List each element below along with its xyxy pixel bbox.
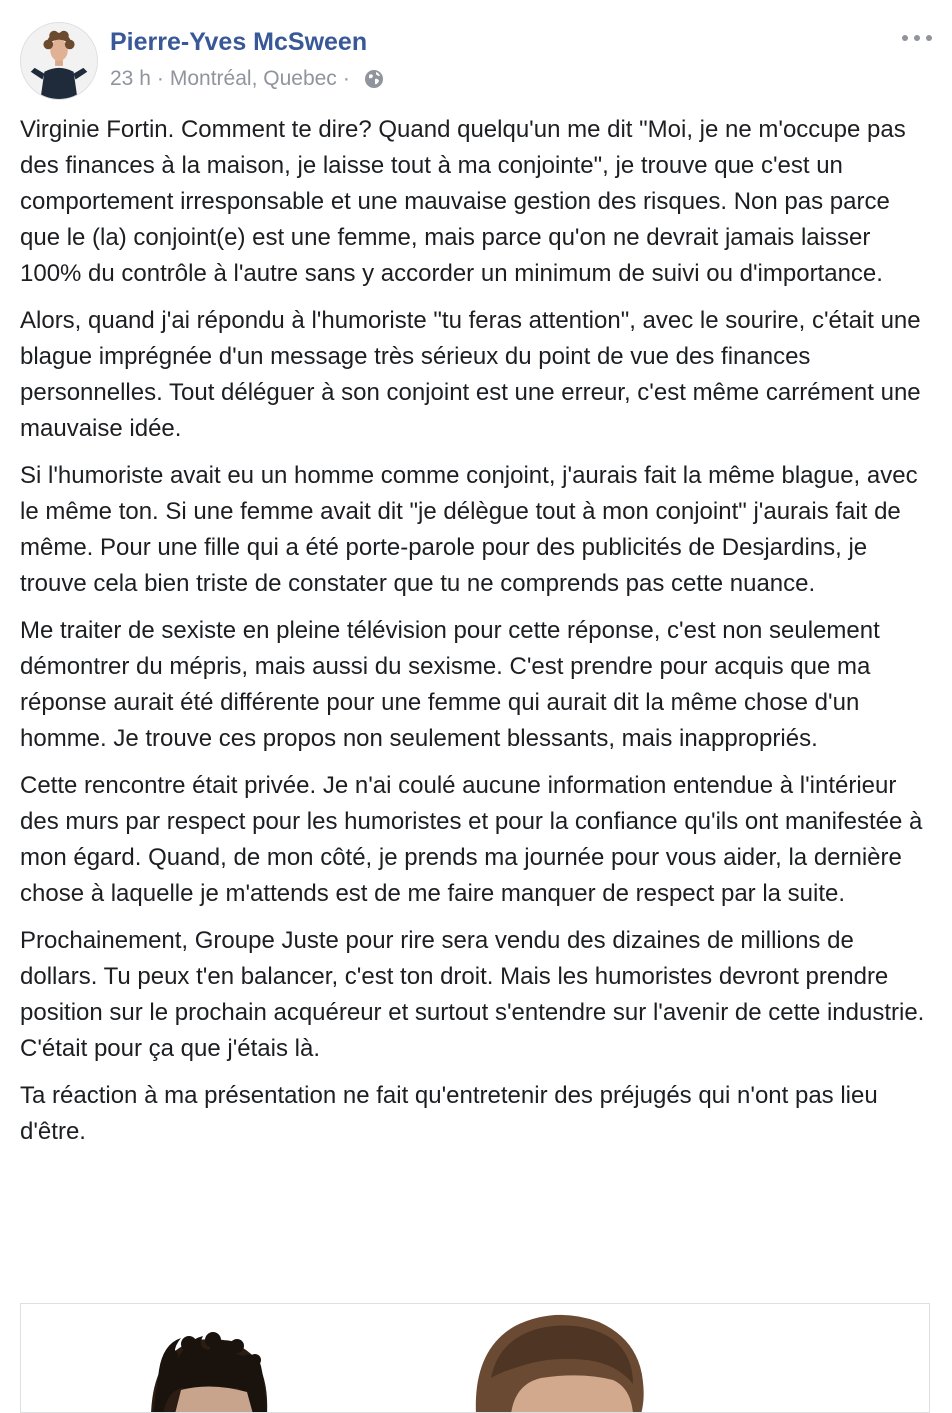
more-options-icon[interactable] [902,26,932,50]
meta-separator: · [156,67,164,90]
post-paragraph: Alors, quand j'ai répondu à l'humoriste "tu feras attention", avec le sourire, c'était une blague imprégnée d'un message très sérieux du point de vue des finances personnelles. Tout déléguer à son conjoint est une erreur, c'est même carrément une mauvaise idée. [20,307,921,442]
author-avatar[interactable] [20,22,98,100]
author-name[interactable]: Pierre-Yves McSween [110,28,368,56]
post-paragraph: Ta réaction à ma présentation ne fait qu'entretenir des préjugés qui n'ont pas lieu d'être. [20,1082,878,1145]
post-body [20,112,932,1161]
post-paragraph: Virginie Fortin. Comment te dire? Quand quelqu'un me dit "Moi, je ne m'occupe pas des finances à la maison, je laisse tout à ma conjointe", je trouve que c'est un comportement irresponsable et une mauvaise gestion des risques. Non pas parce que le (la) conjoint(e) est une femme, mais parce qu'on ne devrait jamais laisser 100% du contrôle à l'autre sans y accorder un minimum de suivi ou d'importance. [20,116,906,287]
meta-separator-2: · [342,67,350,90]
post-time[interactable]: 23 h [110,67,151,90]
avatar-image [21,23,97,99]
post-location[interactable]: Montréal, Quebec [169,67,337,90]
post-header [20,22,932,102]
photo-image [21,1304,930,1413]
post-meta [110,67,384,91]
post-paragraph: Me traiter de sexiste en pleine télévision pour cette réponse, c'est non seulement démontrer du mépris, mais aussi du sexisme. C'est prendre pour acquis que ma réponse aurait été différente pour une femme qui aurait dit la même chose d'un homme. Je trouve ces propos non seulement blessants, mais inappropriés. [20,617,880,752]
attached-photo[interactable] [20,1303,930,1413]
post-paragraph: Si l'humoriste avait eu un homme comme conjoint, j'aurais fait la même blague, avec le même ton. Si une femme avait dit "je délègue tout à mon conjoint" j'aurais fait de même. Pour une fille qui a été porte-parole pour des publicités de Desjardins, je trouve cela bien triste de constater que tu ne comprends pas cette nuance. [20,462,918,597]
globe-icon[interactable] [364,69,384,89]
post-paragraph: Prochainement, Groupe Juste pour rire sera vendu des dizaines de millions de dollars. Tu peux t'en balancer, c'est ton droit. Mais les humoristes devront prendre position sur le prochain acquéreur et surtout s'entendre sur l'avenir de cette industrie. C'était pour ça que j'étais là. [20,927,925,1062]
post-paragraph: Cette rencontre était privée. Je n'ai coulé aucune information entendue à l'intérieur des murs par respect pour les humoristes et pour la confiance qu'ils ont manifestée à mon égard. Quand, de mon côté, je prends ma journée pour vous aider, la dernière chose à laquelle je m'attends est de me faire manquer de respect par la suite. [20,772,923,907]
